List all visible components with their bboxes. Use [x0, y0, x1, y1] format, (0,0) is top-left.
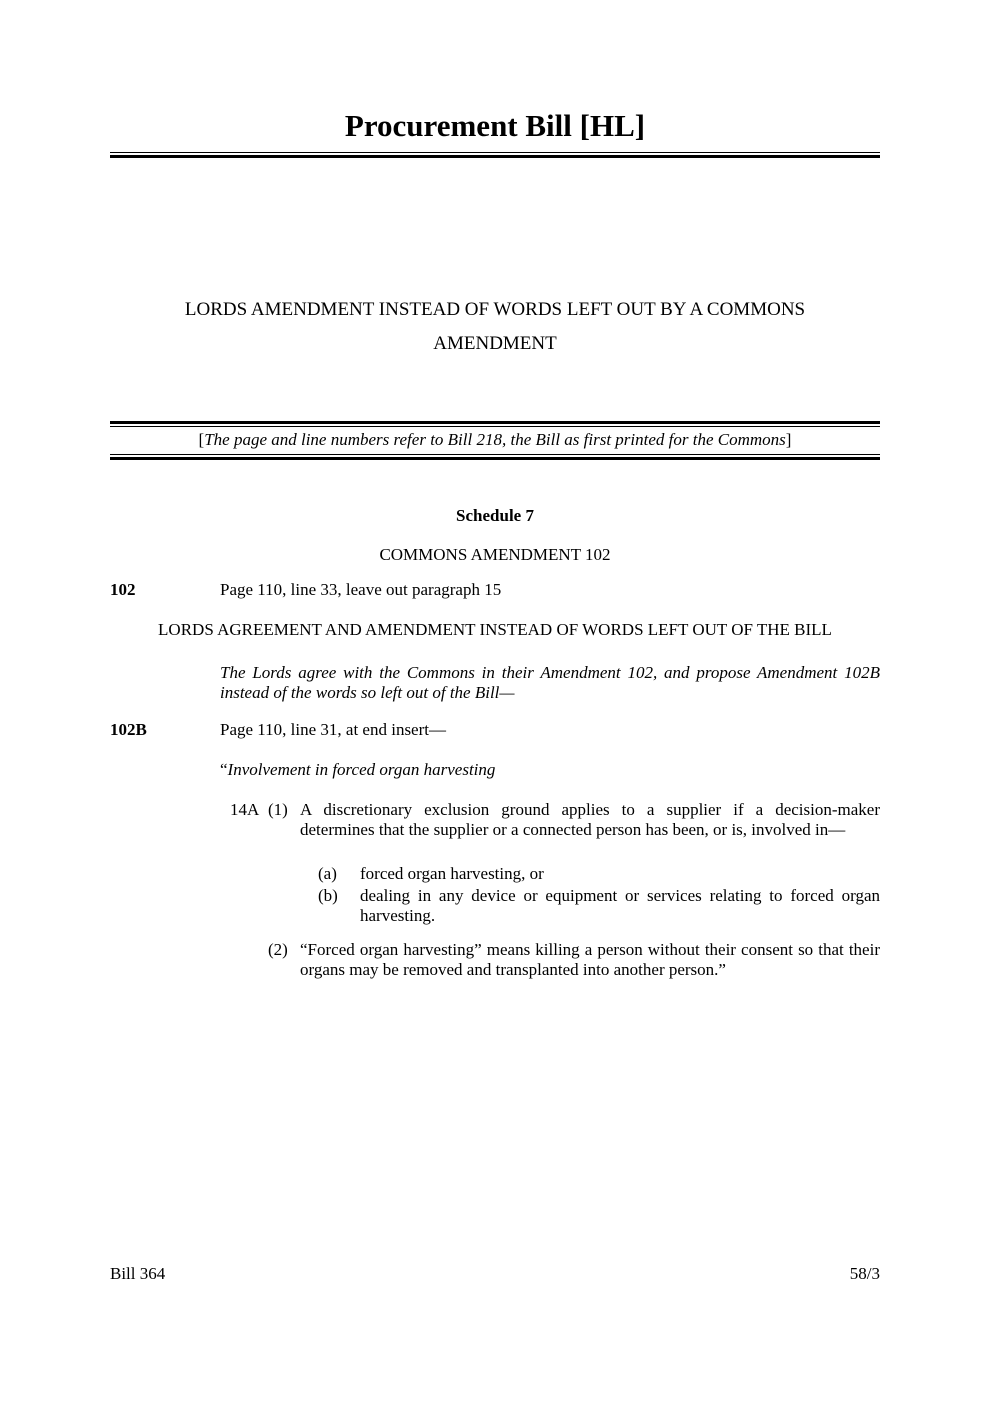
footer-bill-number: Bill 364: [110, 1264, 166, 1283]
subsection-1-label: (1): [268, 800, 288, 819]
footer-page-ref: 58/3: [849, 1264, 880, 1283]
commons-amendment-heading: COMMONS AMENDMENT 102: [379, 545, 611, 564]
subsection-2-text: “Forced organ harvesting” means killing a person without their consent so that their organs may be removed and transplanted into another person.”: [300, 940, 880, 979]
amendment-102b-text: Page 110, line 31, at end insert—: [220, 720, 446, 739]
lords-motion-text: The Lords agree with the Commons in their Amendment 102, and propose Amendment 102B instead of the words so left out of the Bill—: [220, 663, 880, 702]
item-a-label: (a): [318, 864, 337, 883]
amendment-number-102b: 102B: [110, 720, 147, 739]
amendment-102-text: Page 110, line 33, leave out paragraph 15: [220, 580, 502, 599]
main-heading: [110, 293, 880, 361]
main-heading-line1: LORDS AMENDMENT INSTEAD OF WORDS LEFT OUT BY A COMMONS: [184, 299, 806, 320]
schedule-heading: Schedule 7: [456, 506, 534, 525]
subsection-1-text: A discretionary exclusion ground applies to a supplier if a decision-maker determines that the supplier or a connected person has been, or is, involved in—: [300, 800, 880, 839]
subsection-2-label: (2): [268, 940, 288, 959]
page-title: Procurement Bill [HL]: [344, 108, 646, 143]
amendment-number-102: 102: [110, 580, 136, 599]
main-heading-line2: AMENDMENT: [433, 333, 557, 354]
paragraph-number-14a: 14A: [230, 800, 260, 819]
item-b-label: (b): [318, 886, 338, 905]
inserted-heading: “Involvement in forced organ harvesting: [220, 760, 496, 779]
item-b-text: dealing in any device or equipment or services relating to forced organ harvesting.: [360, 886, 880, 925]
item-a-text: forced organ harvesting, or: [360, 864, 544, 883]
reference-note: [The page and line numbers refer to Bill 218, the Bill as first printed for the Commons]: [198, 430, 792, 449]
lords-agreement-heading: LORDS AGREEMENT AND AMENDMENT INSTEAD OF WORDS LEFT OUT OF THE BILL: [158, 620, 832, 639]
reference-note-text: The page and line numbers refer to Bill 218, the Bill as first printed for the Commons: [204, 430, 786, 449]
